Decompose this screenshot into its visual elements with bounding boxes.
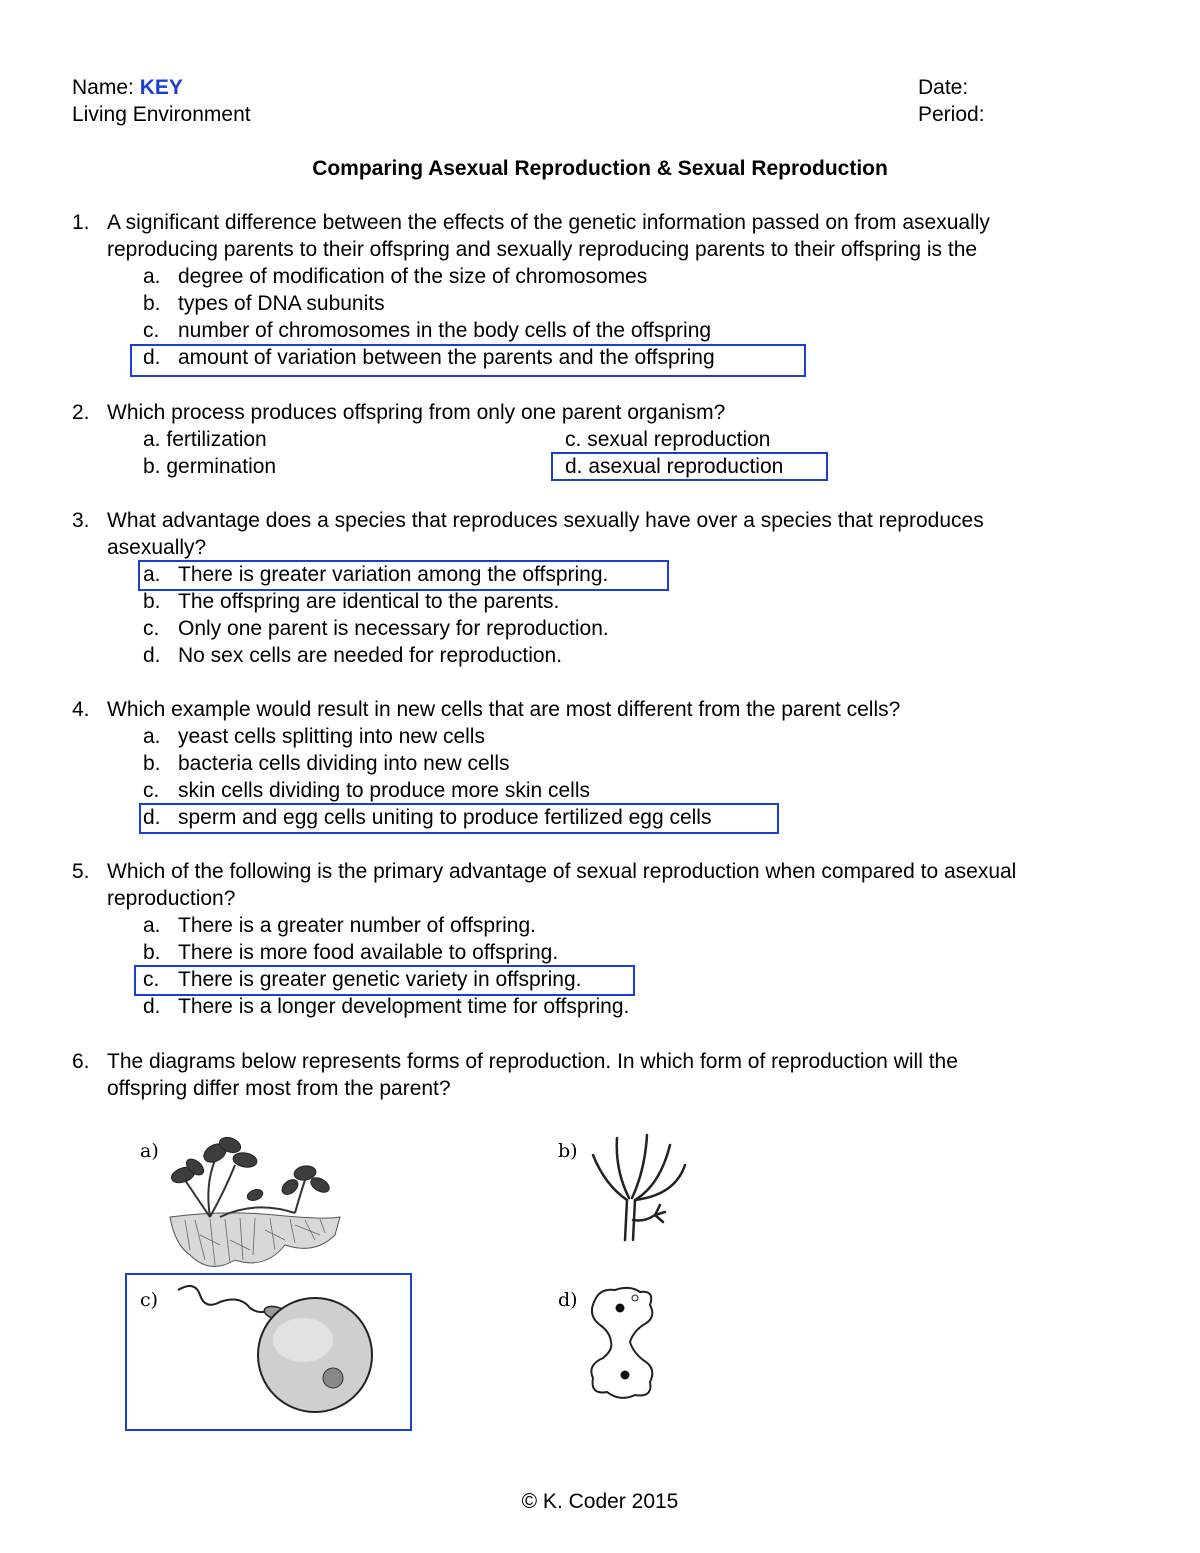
question-text-line: The diagrams below represents forms of reproduction. In which form of reproduction will the [107,1050,958,1073]
question-number: 4. [72,698,90,721]
copyright-footer: © K. Coder 2015 [521,1490,679,1513]
option-a: a. yeast cells splitting into new cells [143,725,485,748]
option-c: c. sexual reproduction [565,428,771,451]
option-b: b. There is more food available to offspring. [143,941,559,964]
question-number: 5. [72,860,90,883]
figure-d-label: d) [558,1289,578,1311]
figure-b-hydra-budding [585,1130,695,1245]
question-number: 3. [72,509,90,532]
answer-box [551,452,828,481]
question-number: 2. [72,401,90,424]
question-text-line: reproduction? [107,887,236,910]
course-name: Living Environment [72,103,251,126]
question-text-line: A significant difference between the effects of the genetic information passed on from asexually [107,211,990,234]
question-text-line: offspring differ most from the parent? [107,1077,451,1100]
question-text-line: Which example would result in new cells that are most different from the parent cells? [107,698,901,721]
option-b: b. germination [143,455,277,478]
option-c: c. There is greater genetic variety in offspring. [143,968,582,991]
page-title: Comparing Asexual Reproduction & Sexual Reproduction [312,157,888,180]
figure-b-label: b) [558,1140,578,1162]
option-c: c. Only one parent is necessary for reproduction. [143,617,609,640]
date-label: Date: [918,76,969,99]
figure-d-binary-fission [585,1280,665,1405]
option-d: d. There is a longer development time for offspring. [143,995,630,1018]
question-text-line: reproducing parents to their offspring and sexually reproducing parents to their offspring is the [107,238,978,261]
option-b: b. bacteria cells dividing into new cells [143,752,510,775]
question-text-line: What advantage does a species that reproduces sexually have over a species that reproduces [107,509,984,532]
figure-c-sperm-egg [170,1280,390,1420]
option-d: d. asexual reproduction [565,455,784,478]
option-a: a. There is greater variation among the offspring. [143,563,609,586]
option-a: a. There is a greater number of offspring. [143,914,536,937]
name-field [72,74,183,101]
question-text-line: Which of the following is the primary advantage of sexual reproduction when compared to asexual [107,860,1017,883]
figure-a-plant-runners [165,1125,345,1275]
option-c: c. skin cells dividing to produce more skin cells [143,779,591,802]
option-a: a. fertilization [143,428,267,451]
option-c: c. number of chromosomes in the body cells of the offspring [143,319,712,342]
name-value: KEY [139,76,183,99]
option-d: d. sperm and egg cells uniting to produce fertilized egg cells [143,806,712,829]
figure-c-label: c) [140,1289,159,1311]
option-a: a. degree of modification of the size of chromosomes [143,265,648,288]
option-b: b. The offspring are identical to the parents. [143,590,560,613]
answer-box [130,344,806,377]
name-label: Name: [72,76,134,99]
question-text-line: Which process produces offspring from only one parent organism? [107,401,726,424]
option-d: d. amount of variation between the parents and the offspring [143,346,715,369]
answer-box [139,803,779,834]
option-b: b. types of DNA subunits [143,292,385,315]
answer-box [138,560,669,591]
figure-a-label: a) [140,1140,159,1162]
option-d: d. No sex cells are needed for reproduction. [143,644,563,667]
question-number: 6. [72,1050,90,1073]
question-text-line: asexually? [107,536,207,559]
period-label: Period: [918,103,985,126]
answer-box [134,965,635,996]
question-number: 1. [72,211,90,234]
